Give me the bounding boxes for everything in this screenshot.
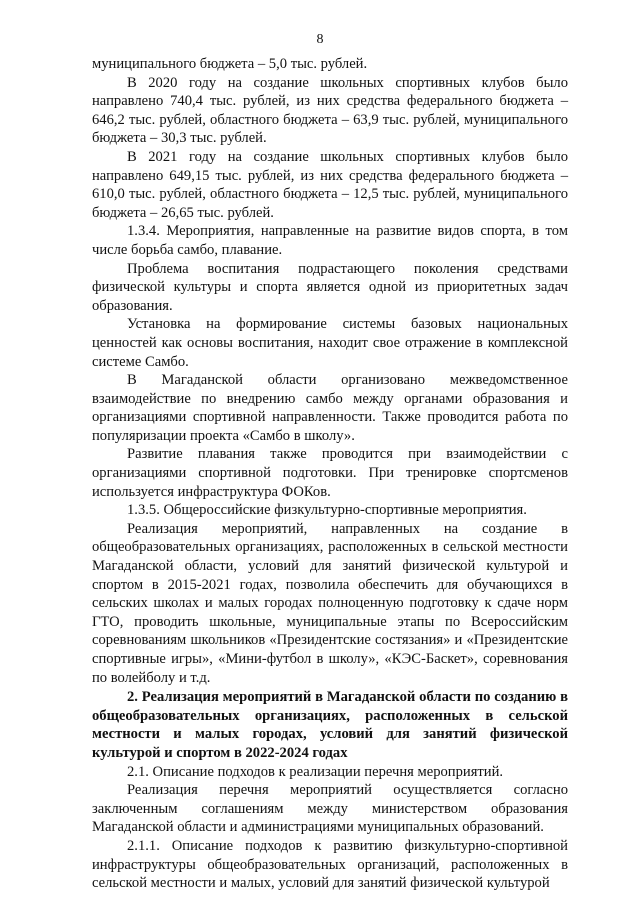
paragraph: В 2021 году на создание школьных спортивных клубов было направлено 649,15 тыс. рублей, из них средства федерального бюджета – 610,0 тыс. рублей, областного бюджета – 12,5 тыс. рублей, муниципального бюджета – 26,65 тыс. рублей. xyxy=(92,148,568,221)
page-number: 8 xyxy=(316,32,324,47)
paragraph: Реализация перечня мероприятий осуществляется согласно заключенным соглашениям между министерством образования Магаданской области и администрациями муниципальных образований. xyxy=(92,782,568,836)
paragraph: 2.1. Описание подходов к реализации перечня мероприятий. xyxy=(127,763,504,780)
paragraph: 1.3.4. Мероприятия, направленные на развитие видов спорта, в том числе борьба самбо, плавание. xyxy=(92,223,568,258)
section-heading: 2. Реализация мероприятий в Магаданской области по созданию в общеобразовательных организациях, расположенных в сельской местности и малых городах, условий для занятий физической культурой и спортом в 2022-2024 годах xyxy=(92,689,568,761)
paragraph: Проблема воспитания подрастающего поколения средствами физической культуры и спорта является одной из приоритетных задач образования. xyxy=(92,260,568,314)
paragraph: В Магаданской области организовано межведомственное взаимодействие по внедрению самбо между органами образования и организациями спортивной направленности. Также проводится работа по популяризации проекта «Самбо в школу». xyxy=(92,372,568,444)
document-body xyxy=(92,55,568,893)
paragraph: Развитие плавания также проводится при взаимодействии с организациями спортивной подготовки. При тренировке спортсменов используется инфраструктура ФОКов. xyxy=(92,446,568,500)
paragraph: муниципального бюджета – 5,0 тыс. рублей. xyxy=(92,56,368,72)
paragraph: 1.3.5. Общероссийские физкультурно-спортивные мероприятия. xyxy=(127,502,527,519)
paragraph: Установка на формирование системы базовых национальных ценностей как основы воспитания, находит свое отражение в комплексной системе Самбо. xyxy=(92,316,568,370)
paragraph: В 2020 году на создание школьных спортивных клубов было направлено 740,4 тыс. рублей, из них средства федерального бюджета – 646,2 тыс. рублей, областного бюджета – 63,9 тыс. рублей, муниципального бюджета – 30,3 тыс. рублей. xyxy=(92,74,568,147)
paragraph: 2.1.1. Описание подходов к развитию физкультурно-спортивной инфраструктуры общеобразовательных организаций, расположенных в сельской местности и малых, условий для занятий физической культурой xyxy=(92,837,568,892)
paragraph: Реализация мероприятий, направленных на создание в общеобразовательных организациях, расположенных в сельской местности Магаданской области, условий для занятий физической культурой и спортом в 2015-2021 годах, позволила обеспечить для обучающихся в сельских школах и малых городах полноценную подготовку к сдаче норм ГТО, проводить школьные, муниципальные этапы по Всероссийским соревнованиям школьников «Президентские состязания» и «Президентские спортивные игры», «Мини-футбол в школу», «КЭС-Баскет», соревнования по волейболу и т.д. xyxy=(92,520,568,686)
